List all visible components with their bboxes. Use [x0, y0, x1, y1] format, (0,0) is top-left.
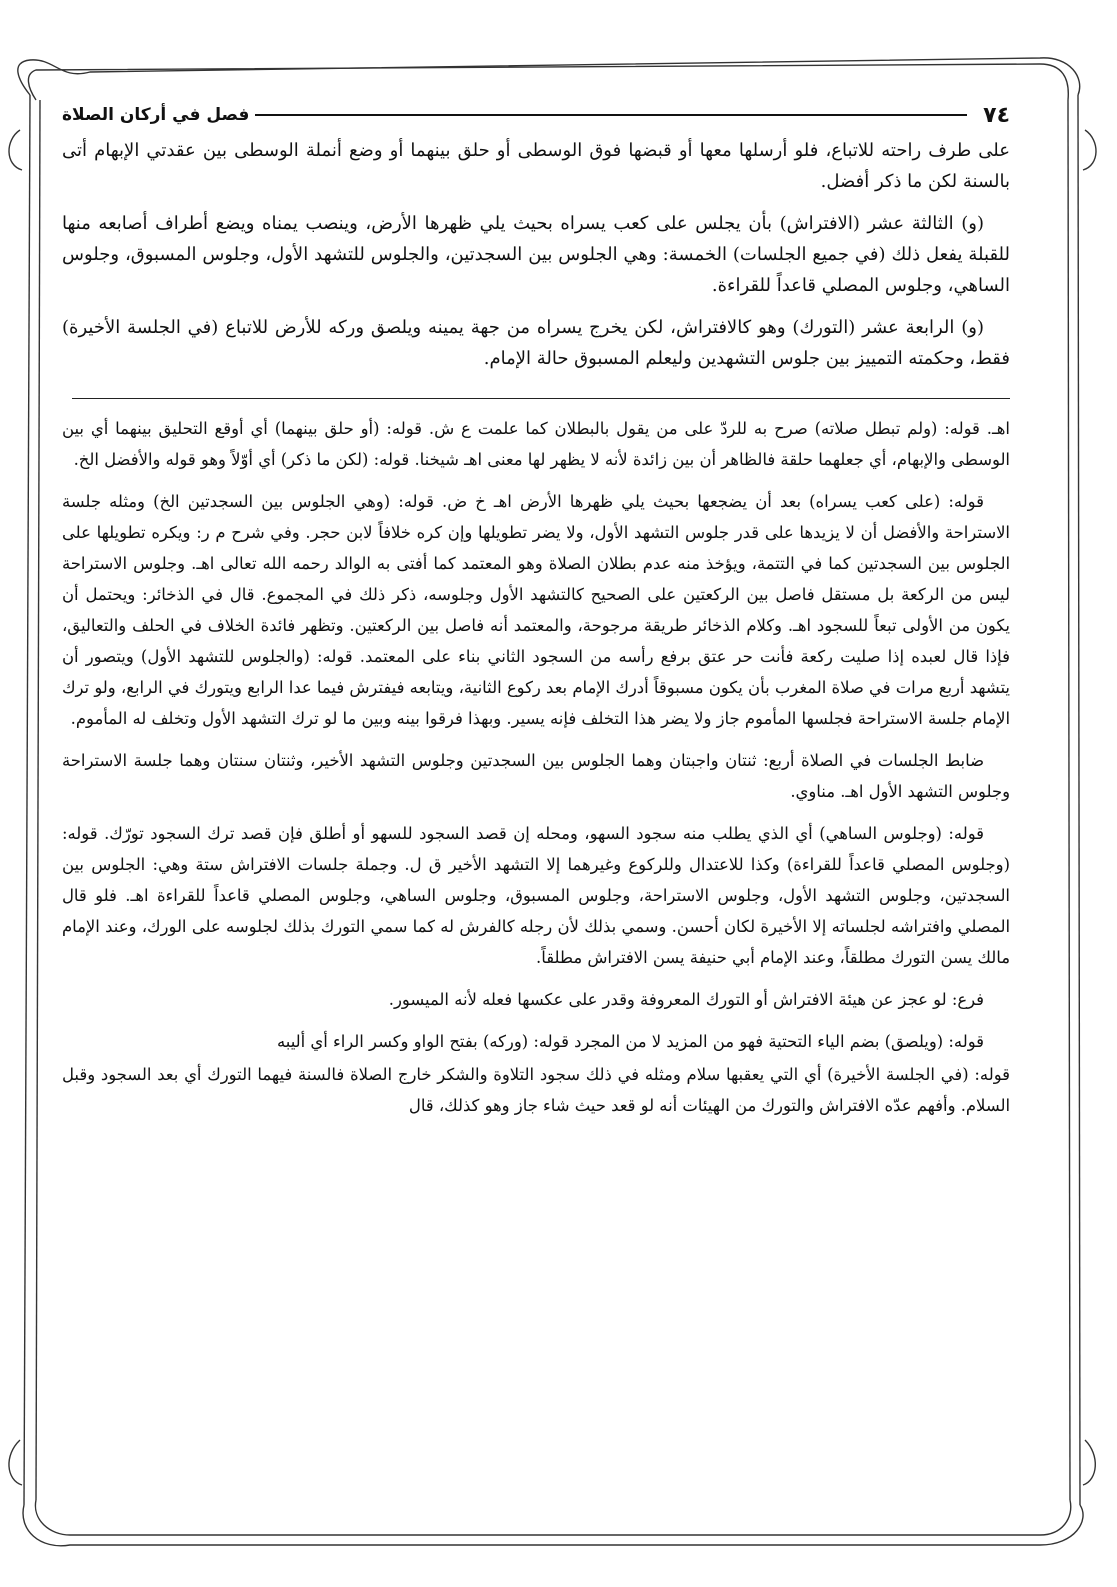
footnote-paragraph: قوله: (على كعب يسراه) بعد أن يضجعها بحيث يلي ظهرها الأرض اهـ خ ض. قوله: (وهي الجلوس بين السجدتين الخ) ومثله جلسة الاستراحة والأفضل أن لا يزيدها على قدر جلوس التشهد الأول، ولا يضر تطويلها وإن كره خلافاً لابن حجر. وفي شرح م ر: ويكره تطويلها على الجلوس بين السجدتين كما في التتمة، ويؤخذ منه عدم بطلان الصلاة وهو المعتمد كما أفتى به الوالد رحمه الله تعالى اهـ. وجلوس الاستراحة ليس من الركعة بل مستقل فاصل بين الركعتين على الصحيح كالتشهد الأول وجلوسه، ذكر ذلك في المجموع. قال في الذخائر: ويحتمل أن يكون من الأولى تبعاً للسجود اهـ. وكلام الذخائر طريقة مرجوحة، والمعتمد أنه فاصل بين الركعتين. وتظهر فائدة الخلاف في الحلف والتعاليق، فإذا قال لعبده إذا صليت ركعة فأنت حر عتق برفع رأسه من السجود الثاني بناء على المعتمد. قوله: (والجلوس للتشهد الأول) ويتصور أن يتشهد أربع مرات في صلاة المغرب بأن يكون مسبوقاً أدرك الإمام بعد ركوع الثانية، ويتابعه فيفترش فيما عدا الرابع ويتورك في الرابع، ولو ترك الإمام جلسة الاستراحة فجلسها المأموم جاز ولا يضر هذا التخلف فإنه يسير. وبهذا فرقوا بينه وبين ما لو ترك التشهد الأول وتخلف له المأموم.: [62, 492, 1010, 728]
footnote-paragraph: قوله: (في الجلسة الأخيرة) أي التي يعقبها سلام ومثله في ذلك سجود التلاوة والشكر خارج الصلاة فالسنة فيهما التورك أي بعد السجود وقبل السلام. وأفهم عدّه الافتراش والتورك من الهيئات أنه لو قعد حيث شاء جاز وهو كذلك، قال: [62, 1065, 1010, 1115]
footnote-paragraph: ضابط الجلسات في الصلاة أربع: ثنتان واجبتان وهما الجلوس بين السجدتين وجلوس التشهد الأخير، وثنتان سنتان وهما جلسة الاستراحة وجلوس التشهد الأول اهـ. مناوي.: [62, 751, 1010, 801]
footnote-paragraph: فرع: لو عجز عن هيئة الافتراش أو التورك المعروفة وقدر على عكسها فعله لأنه الميسور.: [388, 990, 984, 1009]
document-page: [62, 95, 1010, 1505]
main-text: [62, 135, 1010, 374]
footnote-paragraph: قوله: (ويلصق) بضم الياء التحتية فهو من المزيد لا من المجرد قوله: (وركه) بفتح الواو وكسر الراء أي أليبه: [276, 1032, 984, 1051]
main-paragraph: على طرف راحته للاتباع، فلو أرسلها معها أو قبضها فوق الوسطى أو حلق بينهما أو وضع أنملة الوسطى بين عقدتي الإبهام أتى بالسنة لكن ما ذكر أفضل.: [62, 140, 1010, 192]
page-header: [62, 95, 1010, 135]
footnote-divider: [72, 398, 1010, 399]
footnote-paragraph: قوله: (وجلوس الساهي) أي الذي يطلب منه سجود السهو، ومحله إن قصد السجود للسهو أو أطلق فإن قصد ترك السجود تورّك. قوله: (وجلوس المصلي قاعداً للقراءة) وكذا للاعتدال وللركوع وغيرهما إلا التشهد الأخير ق ل. وجملة جلسات الافتراش ستة وهي: الجلوس بين السجدتين، وجلوس التشهد الأول، وجلوس الاستراحة، وجلوس المسبوق، وجلوس الساهي، وجلوس المصلي قاعداً للقراءة اهـ. فلو قال المصلي وافتراشه لجلساته إلا الأخيرة لكان أحسن. وسمي بذلك لأن رجله كالفرش له كما سمي التورك بذلك لجلوسه على الورك، وعند الإمام مالك يسن التورك مطلقاً، وعند الإمام أبي حنيفة يسن الافتراش مطلقاً.: [62, 824, 1010, 967]
footnote-paragraph: اهـ. قوله: (ولم تبطل صلاته) صرح به للردّ على من يقول بالبطلان كما علمت ع ش. قوله: (أو حلق بينهما) أي أوقع التحليق بينهما أي بين الوسطى والإبهام، أي جعلهما حلقة فالظاهر أن بين زائدة لأنه لا يظهر لها معنى اهـ شيخنا. قوله: (لكن ما ذكر) أي أوّلاً وهو قوله والأفضل الخ.: [62, 419, 1010, 469]
footnotes: [62, 413, 1010, 1121]
page-number: ٧٤: [983, 102, 1010, 128]
chapter-title: فصل في أركان الصلاة: [62, 105, 250, 125]
main-paragraph: (و) الرابعة عشر (التورك) وهو كالافتراش، لكن يخرج يسراه من جهة يمينه ويلصق وركه للأرض للاتباع (في الجلسة الأخيرة) فقط، وحكمته التمييز بين جلوس التشهدين وليعلم المسبوق حالة الإمام.: [62, 317, 1010, 369]
header-rule: [255, 114, 967, 116]
main-paragraph: (و) الثالثة عشر (الافتراش) بأن يجلس على كعب يسراه بحيث يلي ظهرها الأرض، وينصب يمناه ويضع أطراف أصابعه منها للقبلة يفعل ذلك (في جميع الجلسات) الخمسة: وهي الجلوس بين السجدتين، والجلوس للتشهد الأول، وجلوس المسبوق، وجلوس الساهي، وجلوس المصلي قاعداً للقراءة.: [62, 213, 1010, 296]
